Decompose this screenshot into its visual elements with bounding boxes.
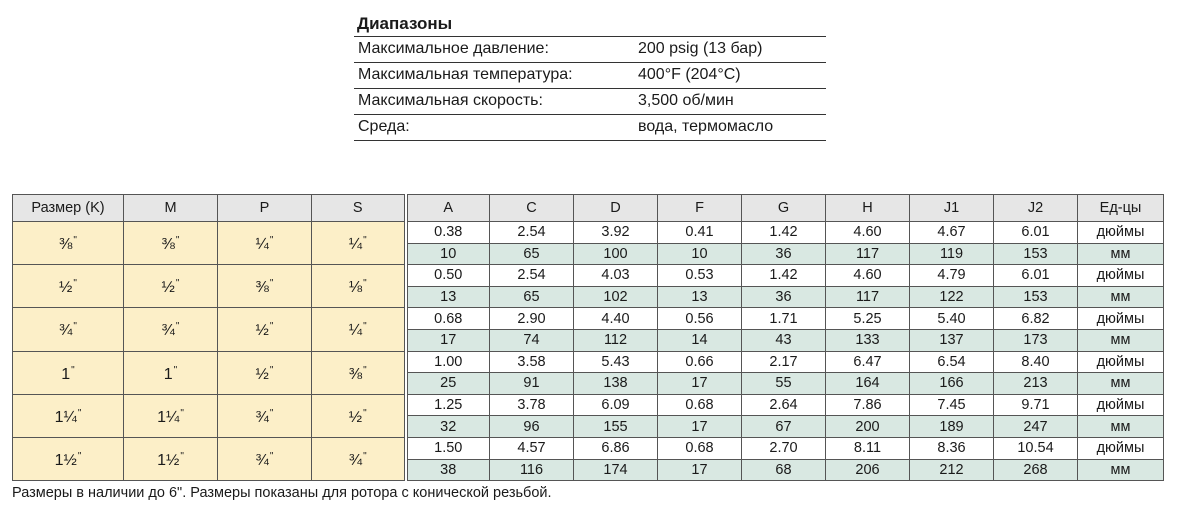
dimension-cell: 38 (406, 459, 490, 481)
dimension-cell: 2.90 (490, 308, 574, 330)
size-value: ⅛ (348, 279, 363, 297)
size-cell-p (218, 222, 312, 265)
size-value: 1¼ (54, 408, 77, 426)
dimension-cell: 213 (994, 373, 1078, 395)
inch-mark: " (77, 451, 82, 463)
size-value: ½ (59, 279, 73, 297)
dimension-cell: 0.56 (658, 308, 742, 330)
dimension-cell: 96 (490, 416, 574, 438)
unit-cell: дюймы (1078, 394, 1164, 416)
size-cell-s (312, 351, 406, 394)
range-label: Максимальная температура: (358, 66, 573, 83)
inch-mark: " (71, 364, 75, 376)
table-row (13, 308, 1164, 330)
size-value: ¼ (255, 236, 269, 254)
inch-mark: " (175, 278, 180, 290)
dimension-cell: 55 (742, 373, 826, 395)
column-header: F (658, 195, 742, 222)
inch-mark: " (363, 451, 367, 463)
dimension-cell: 116 (490, 459, 574, 481)
size-value: 1¼ (157, 408, 180, 426)
unit-cell: дюймы (1078, 437, 1164, 459)
table-row (13, 351, 1164, 373)
dimension-cell: 65 (490, 286, 574, 308)
dimension-cell: 67 (742, 416, 826, 438)
size-value: ¾ (255, 408, 269, 426)
dimension-cell: 164 (826, 373, 910, 395)
inch-mark: " (73, 235, 77, 247)
inch-mark: " (269, 451, 274, 463)
dimension-cell: 117 (826, 243, 910, 265)
inch-mark: " (173, 364, 178, 376)
dimension-cell: 6.82 (994, 308, 1078, 330)
dimension-cell: 2.17 (742, 351, 826, 373)
dimension-cell: 1.25 (406, 394, 490, 416)
ranges-row (354, 114, 826, 141)
dimension-cell: 3.58 (490, 351, 574, 373)
size-cell-k (13, 437, 124, 480)
dimension-cell: 102 (574, 286, 658, 308)
size-value: 1½ (54, 452, 77, 470)
dimension-cell: 4.60 (826, 222, 910, 244)
size-cell-p (218, 351, 312, 394)
dimension-cell: 0.68 (658, 437, 742, 459)
size-value: ¾ (348, 452, 363, 470)
dimension-cell: 3.78 (490, 394, 574, 416)
dimension-cell: 10 (658, 243, 742, 265)
table-row (13, 394, 1164, 416)
column-header: J2 (994, 195, 1078, 222)
dimension-cell: 0.50 (406, 265, 490, 287)
size-cell-s (312, 308, 406, 351)
dimension-cell: 138 (574, 373, 658, 395)
dimension-cell: 112 (574, 329, 658, 351)
dimension-cell: 268 (994, 459, 1078, 481)
dimension-cell: 7.86 (826, 394, 910, 416)
column-header: A (406, 195, 490, 222)
size-value: ¾ (59, 322, 73, 340)
dimension-cell: 0.53 (658, 265, 742, 287)
ranges-block (354, 12, 826, 141)
column-header: J1 (910, 195, 994, 222)
dimension-cell: 68 (742, 459, 826, 481)
size-cell-k (13, 351, 124, 394)
inch-mark: " (180, 451, 184, 463)
dimension-cell: 1.42 (742, 265, 826, 287)
range-label: Максимальное давление: (358, 40, 549, 57)
unit-cell: мм (1078, 416, 1164, 438)
column-header: Размер (K) (13, 195, 124, 222)
dimension-cell: 122 (910, 286, 994, 308)
dimension-cell: 0.68 (658, 394, 742, 416)
size-value: ½ (348, 408, 363, 426)
inch-mark: " (363, 235, 367, 247)
table-row (13, 437, 1164, 459)
size-cell-k (13, 222, 124, 265)
range-label: Среда: (358, 118, 410, 135)
dimension-cell: 14 (658, 329, 742, 351)
inch-mark: " (363, 407, 367, 419)
dimension-cell: 200 (826, 416, 910, 438)
dimension-cell: 1.50 (406, 437, 490, 459)
unit-cell: мм (1078, 373, 1164, 395)
dimension-cell: 43 (742, 329, 826, 351)
inch-mark: " (175, 321, 180, 333)
dimension-cell: 0.41 (658, 222, 742, 244)
unit-cell: дюймы (1078, 308, 1164, 330)
size-cell-m (124, 222, 218, 265)
ranges-row (354, 36, 826, 62)
dimension-cell: 0.68 (406, 308, 490, 330)
size-cell-m (124, 394, 218, 437)
dimension-cell: 4.03 (574, 265, 658, 287)
dimension-cell: 2.54 (490, 222, 574, 244)
column-header: H (826, 195, 910, 222)
dimension-cell: 0.38 (406, 222, 490, 244)
dimension-cell: 100 (574, 243, 658, 265)
table-header-row (13, 195, 1164, 222)
dimension-cell: 17 (658, 459, 742, 481)
dimension-cell: 9.71 (994, 394, 1078, 416)
size-value: ¾ (255, 452, 269, 470)
dimensions-table (12, 194, 1164, 481)
column-header: C (490, 195, 574, 222)
size-value: 1 (61, 365, 71, 383)
dimension-cell: 212 (910, 459, 994, 481)
unit-cell: мм (1078, 243, 1164, 265)
dimension-cell: 133 (826, 329, 910, 351)
dimension-cell: 2.64 (742, 394, 826, 416)
dimension-cell: 5.43 (574, 351, 658, 373)
unit-cell: мм (1078, 459, 1164, 481)
dimension-cell: 1.00 (406, 351, 490, 373)
dimension-cell: 6.47 (826, 351, 910, 373)
column-header: M (124, 195, 218, 222)
dimension-cell: 117 (826, 286, 910, 308)
dimension-cell: 153 (994, 286, 1078, 308)
dimension-cell: 5.40 (910, 308, 994, 330)
inch-mark: " (269, 407, 274, 419)
range-label: Максимальная скорость: (358, 92, 543, 109)
dimension-cell: 4.79 (910, 265, 994, 287)
size-value: ½ (161, 279, 175, 297)
size-cell-s (312, 265, 406, 308)
size-cell-k (13, 308, 124, 351)
column-header: S (312, 195, 406, 222)
dimension-cell: 36 (742, 286, 826, 308)
unit-cell: мм (1078, 329, 1164, 351)
size-value: 1½ (157, 452, 180, 470)
dimension-cell: 7.45 (910, 394, 994, 416)
ranges-row (354, 88, 826, 114)
inch-mark: " (73, 321, 77, 333)
size-value: ⅜ (348, 365, 363, 383)
dimension-cell: 189 (910, 416, 994, 438)
dimension-cell: 4.57 (490, 437, 574, 459)
dimension-cell: 166 (910, 373, 994, 395)
size-value: ½ (255, 322, 269, 340)
size-value: ½ (255, 365, 269, 383)
size-value: 1 (163, 365, 173, 383)
inch-mark: " (269, 278, 274, 290)
table-row (13, 222, 1164, 244)
dimension-cell: 2.70 (742, 437, 826, 459)
dimension-cell: 3.92 (574, 222, 658, 244)
unit-cell: дюймы (1078, 351, 1164, 373)
footnote: Размеры в наличии до 6". Размеры показаны для ротора с конической резьбой. (12, 485, 552, 501)
dimension-cell: 8.36 (910, 437, 994, 459)
range-value: 200 psig (13 бар) (638, 40, 763, 57)
dimension-cell: 10 (406, 243, 490, 265)
size-value: ¼ (348, 236, 363, 254)
dimension-cell: 65 (490, 243, 574, 265)
size-cell-k (13, 394, 124, 437)
dimension-cell: 6.09 (574, 394, 658, 416)
unit-cell: дюймы (1078, 265, 1164, 287)
dimension-cell: 17 (658, 373, 742, 395)
dimension-cell: 174 (574, 459, 658, 481)
size-cell-s (312, 222, 406, 265)
range-value: 3,500 об/мин (638, 92, 734, 109)
ranges-row (354, 62, 826, 88)
dimension-cell: 6.01 (994, 265, 1078, 287)
inch-mark: " (269, 364, 274, 376)
size-cell-m (124, 265, 218, 308)
dimension-cell: 1.42 (742, 222, 826, 244)
size-cell-p (218, 437, 312, 480)
inch-mark: " (73, 278, 77, 290)
size-cell-k (13, 265, 124, 308)
dimension-cell: 0.66 (658, 351, 742, 373)
dimension-cell: 17 (406, 329, 490, 351)
dimension-cell: 119 (910, 243, 994, 265)
size-value: ¼ (348, 322, 363, 340)
column-header: P (218, 195, 312, 222)
column-header: Ед-цы (1078, 195, 1164, 222)
dimension-cell: 153 (994, 243, 1078, 265)
inch-mark: " (180, 407, 184, 419)
size-cell-s (312, 394, 406, 437)
dimension-cell: 25 (406, 373, 490, 395)
size-cell-s (312, 437, 406, 480)
dimension-cell: 32 (406, 416, 490, 438)
dimension-cell: 247 (994, 416, 1078, 438)
dimension-cell: 6.01 (994, 222, 1078, 244)
dimension-cell: 4.60 (826, 265, 910, 287)
dimension-cell: 91 (490, 373, 574, 395)
dimension-cell: 5.25 (826, 308, 910, 330)
dimension-cell: 137 (910, 329, 994, 351)
dimension-cell: 206 (826, 459, 910, 481)
dimension-cell: 2.54 (490, 265, 574, 287)
inch-mark: " (77, 407, 82, 419)
dimension-cell: 36 (742, 243, 826, 265)
dimension-cell: 13 (406, 286, 490, 308)
inch-mark: " (363, 278, 367, 290)
size-value: ⅜ (59, 236, 73, 254)
size-cell-m (124, 437, 218, 480)
range-value: вода, термомасло (638, 118, 774, 135)
size-cell-m (124, 351, 218, 394)
dimension-cell: 10.54 (994, 437, 1078, 459)
column-header: D (574, 195, 658, 222)
dimension-cell: 4.40 (574, 308, 658, 330)
column-header: G (742, 195, 826, 222)
size-cell-p (218, 265, 312, 308)
dimension-cell: 8.11 (826, 437, 910, 459)
dimension-cell: 173 (994, 329, 1078, 351)
ranges-title: Диапазоны (357, 14, 453, 33)
unit-cell: мм (1078, 286, 1164, 308)
inch-mark: " (175, 235, 180, 247)
dimension-cell: 17 (658, 416, 742, 438)
range-value: 400°F (204°C) (638, 66, 741, 83)
inch-mark: " (363, 321, 367, 333)
inch-mark: " (363, 364, 367, 376)
size-cell-m (124, 308, 218, 351)
dimension-cell: 6.54 (910, 351, 994, 373)
size-value: ⅜ (161, 236, 175, 254)
inch-mark: " (269, 321, 274, 333)
dimension-cell: 1.71 (742, 308, 826, 330)
dimension-cell: 155 (574, 416, 658, 438)
dimension-cell: 13 (658, 286, 742, 308)
dimension-cell: 8.40 (994, 351, 1078, 373)
dimension-cell: 6.86 (574, 437, 658, 459)
size-value: ⅜ (255, 279, 269, 297)
unit-cell: дюймы (1078, 222, 1164, 244)
inch-mark: " (269, 235, 274, 247)
dimension-cell: 74 (490, 329, 574, 351)
dimension-cell: 4.67 (910, 222, 994, 244)
size-cell-p (218, 308, 312, 351)
size-value: ¾ (161, 322, 175, 340)
table-row (13, 265, 1164, 287)
size-cell-p (218, 394, 312, 437)
